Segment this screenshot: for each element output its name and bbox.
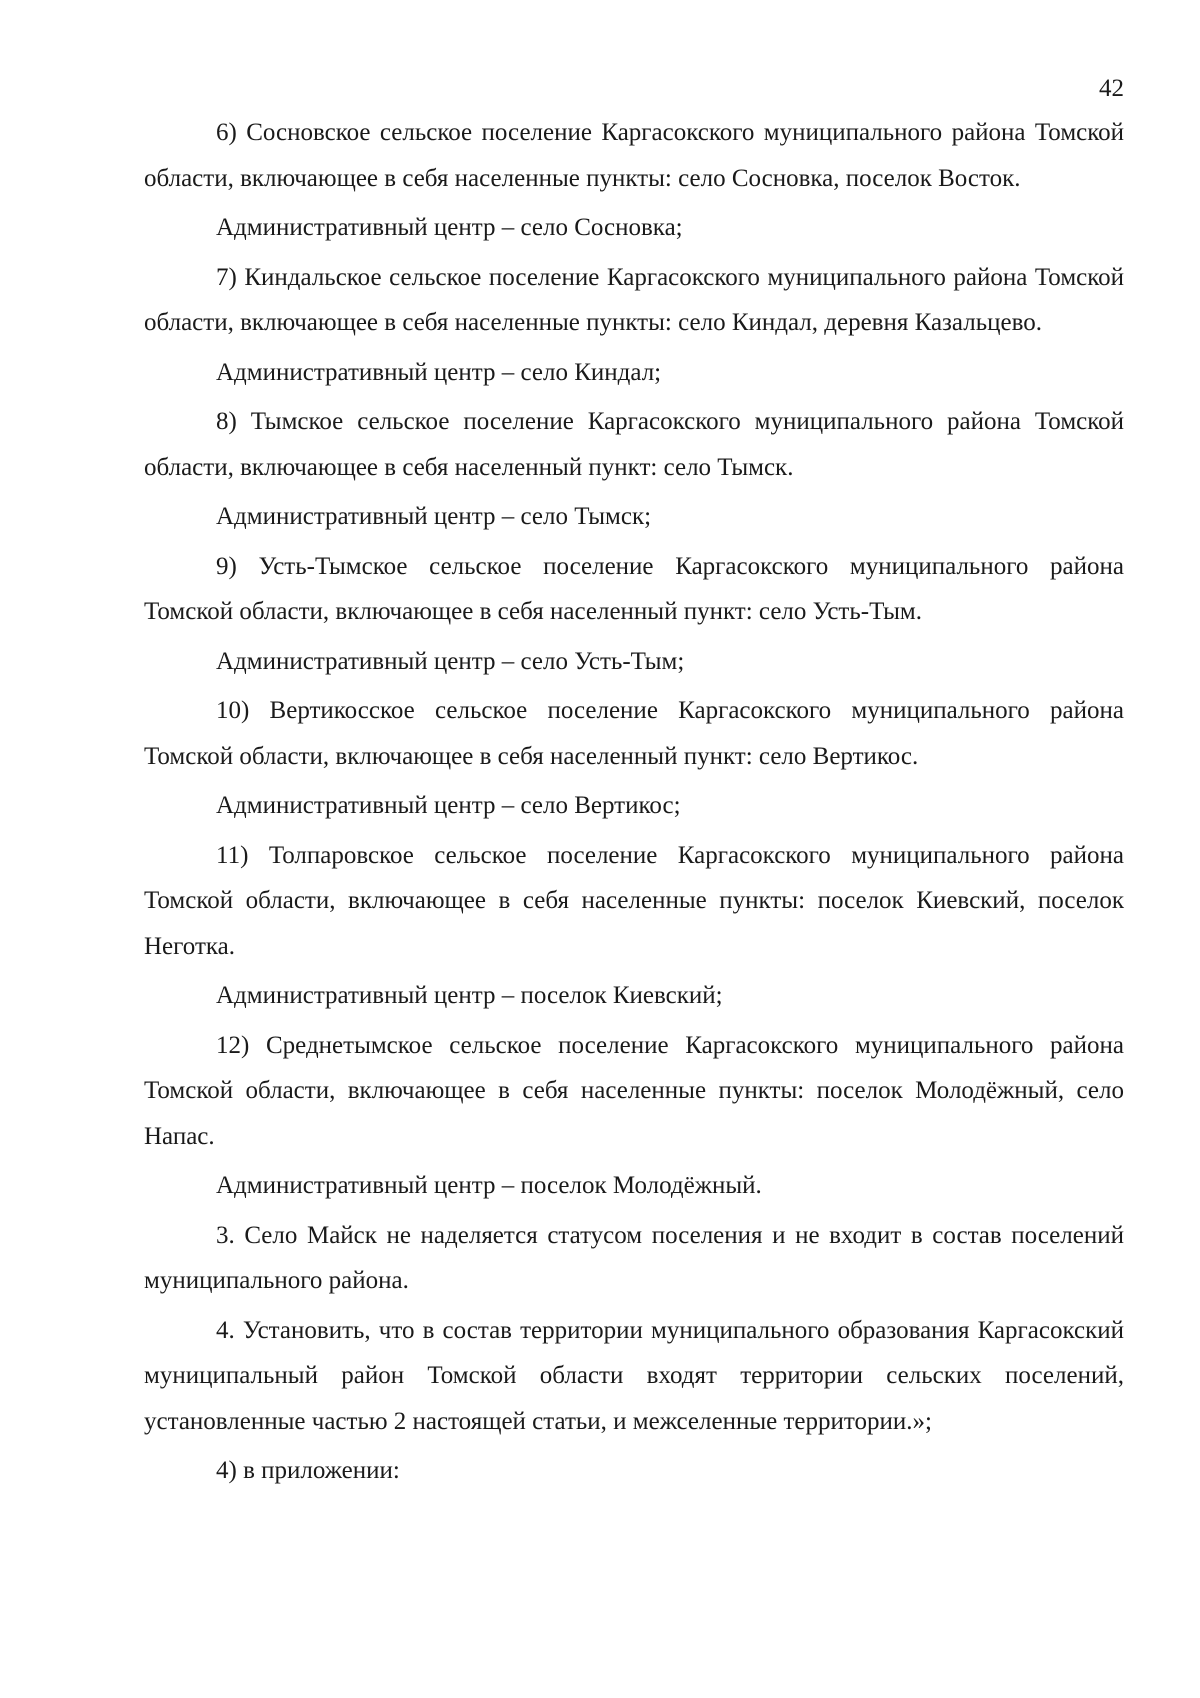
paragraph-admin-center-6: Административный центр – село Сосновка; xyxy=(216,214,683,241)
document-body xyxy=(144,110,1124,1498)
paragraph-admin-center-12: Административный центр – поселок Молодёжный. xyxy=(216,1172,762,1199)
paragraph-subitem-4-appendix: 4) в приложении: xyxy=(216,1457,400,1484)
paragraph-settlement-9: 9) Усть-Тымское сельское поселение Каргасокского муниципального района Томской области, включающее в себя населенный пункт: село Усть-Тым. xyxy=(144,552,1124,625)
paragraph-settlement-7: 7) Киндальское сельское поселение Каргасокского муниципального района Томской области, включающее в себя населенные пункты: село Киндал, деревня Казальцево. xyxy=(144,263,1124,336)
paragraph-admin-center-11: Административный центр – поселок Киевский; xyxy=(216,982,723,1009)
page-number: 42 xyxy=(1099,75,1124,102)
paragraph-settlement-6: 6) Сосновское сельское поселение Каргасокского муниципального района Томской области, включающее в себя населенные пункты: село Сосновка, поселок Восток. xyxy=(144,119,1124,192)
paragraph-admin-center-7: Административный центр – село Киндал; xyxy=(216,358,662,386)
paragraph-item-3: 3. Село Майск не наделяется статусом поселения и не входит в состав поселений муниципального района. xyxy=(144,1221,1124,1294)
paragraph-admin-center-9: Административный центр – село Усть-Тым; xyxy=(216,647,685,675)
paragraph-settlement-8: 8) Тымское сельское поселение Каргасокского муниципального района Томской области, включающее в себя населенный пункт: село Тымск. xyxy=(144,408,1124,481)
paragraph-admin-center-8: Административный центр – село Тымск; xyxy=(216,503,652,530)
paragraph-item-4: 4. Установить, что в состав территории муниципального образования Каргасокский муниципальный район Томской области входят территории сельских поселений, установленные частью 2 настоящей статьи, и межселенные территории.»; xyxy=(144,1316,1124,1435)
paragraph-settlement-10: 10) Вертикосское сельское поселение Каргасокского муниципального района Томской области, включающее в себя населенный пункт: село Вертикос. xyxy=(144,697,1124,770)
paragraph-settlement-12: 12) Среднетымское сельское поселение Каргасокского муниципального района Томской области, включающее в себя населенные пункты: поселок Молодёжный, село Напас. xyxy=(144,1031,1124,1150)
paragraph-admin-center-10: Административный центр – село Вертикос; xyxy=(216,792,681,819)
paragraph-settlement-11: 11) Толпаровское сельское поселение Каргасокского муниципального района Томской области, включающее в себя населенные пункты: поселок Киевский, поселок Неготка. xyxy=(144,841,1124,960)
